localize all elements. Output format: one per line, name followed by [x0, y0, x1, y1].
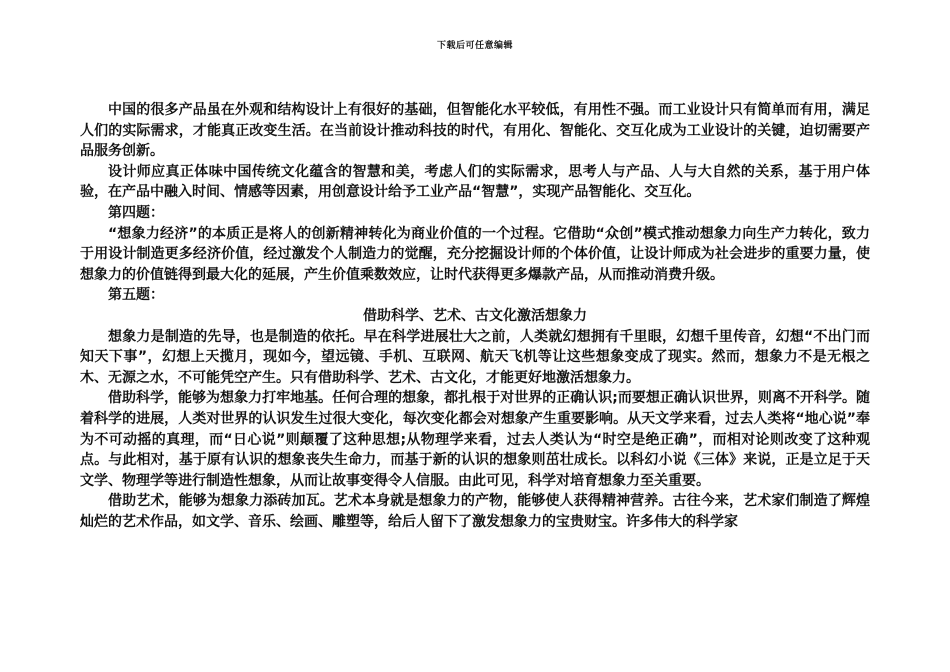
header-note: 下载后可任意编辑	[436, 41, 513, 51]
paragraph-2: 设计师应真正体味中国传统文化蕴含的智慧和美，考虑人们的实际需求，思考人与产品、人与大自然的关系，基于用户体验，在产品中融入时间、情感等因素，用创意设计给予工业产品“智慧”，实现产品智能化、交互化。	[80, 163, 870, 201]
paragraph-5: 借助科学，能够为想象力打牢地基。任何合理的想象，都扎根于对世界的正确认识;而要想正确认识世界，则离不开科学。随着科学的进展，人类对世界的认识发生过很大变化，每次变化都会对想象产生重要影响。从天文学来看，过去人类将“地心说”奉为不可动摇的真理，而“日心说”则颠覆了这种思想;从物理学来看，过去人类认为“时空是绝正确”，而相对论则改变了这种观点。与此相对，基于原有认识的想象丧失生命力，而基于新的认识的想象则茁壮成长。以科幻小说《三体》来说，正是立足于天文学、物理学等进行制造性想象，从而让故事变得令人信服。由此可见，科学对培育想象力至关重要。	[80, 390, 870, 489]
question-4-label: 第四题：	[108, 204, 164, 221]
question-5-label: 第五题：	[108, 287, 164, 304]
paragraph-1: 中国的很多产品虽在外观和结构设计上有很好的基础，但智能化水平较低，有用性不强。而工业设计只有简单而有用，满足人们的实际需求，才能真正改变生活。在当前设计推动科技的时代，有用化、智能化、交互化成为工业设计的关键，迫切需要产品服务创新。	[80, 102, 870, 160]
essay-title: 借助科学、艺术、古文化激活想象力	[363, 307, 587, 324]
paragraph-6: 借助艺术，能够为想象力添砖加瓦。艺术本身就是想象力的产物，能够使人获得精神营养。古往今来，艺术家们制造了辉煌灿烂的艺术作品，如文学、音乐、绘画、雕塑等，给后人留下了激发想象力的宝贵财宝。许多伟大的科学家	[80, 493, 870, 530]
paragraph-4: 想象力是制造的先导，也是制造的依托。早在科学进展壮大之前，人类就幻想拥有千里眼，幻想千里传音，幻想“不出门而知天下事”，幻想上天揽月，现如今，望远镜、手机、互联网、航天飞机等让这些想象变成了现实。然而，想象力不是无根之木、无源之水，不可能凭空产生。只有借助科学、艺术、古文化，才能更好地激活想象力。	[80, 328, 870, 386]
document-body	[80, 100, 870, 532]
paragraph-3: “想象力经济”的本质正是将人的创新精神转化为商业价值的一个过程。它借助“众创”模式推动想象力向生产力转化，致力于用设计制造更多经济价值，经过激发个人制造力的觉醒，充分挖掘设计师的个体价值，让设计师成为社会进步的重要力量，使想象力的价值链得到最大化的延展，产生价值乘数效应，让时代获得更多爆款产品，从而推动消费升级。	[80, 225, 870, 283]
